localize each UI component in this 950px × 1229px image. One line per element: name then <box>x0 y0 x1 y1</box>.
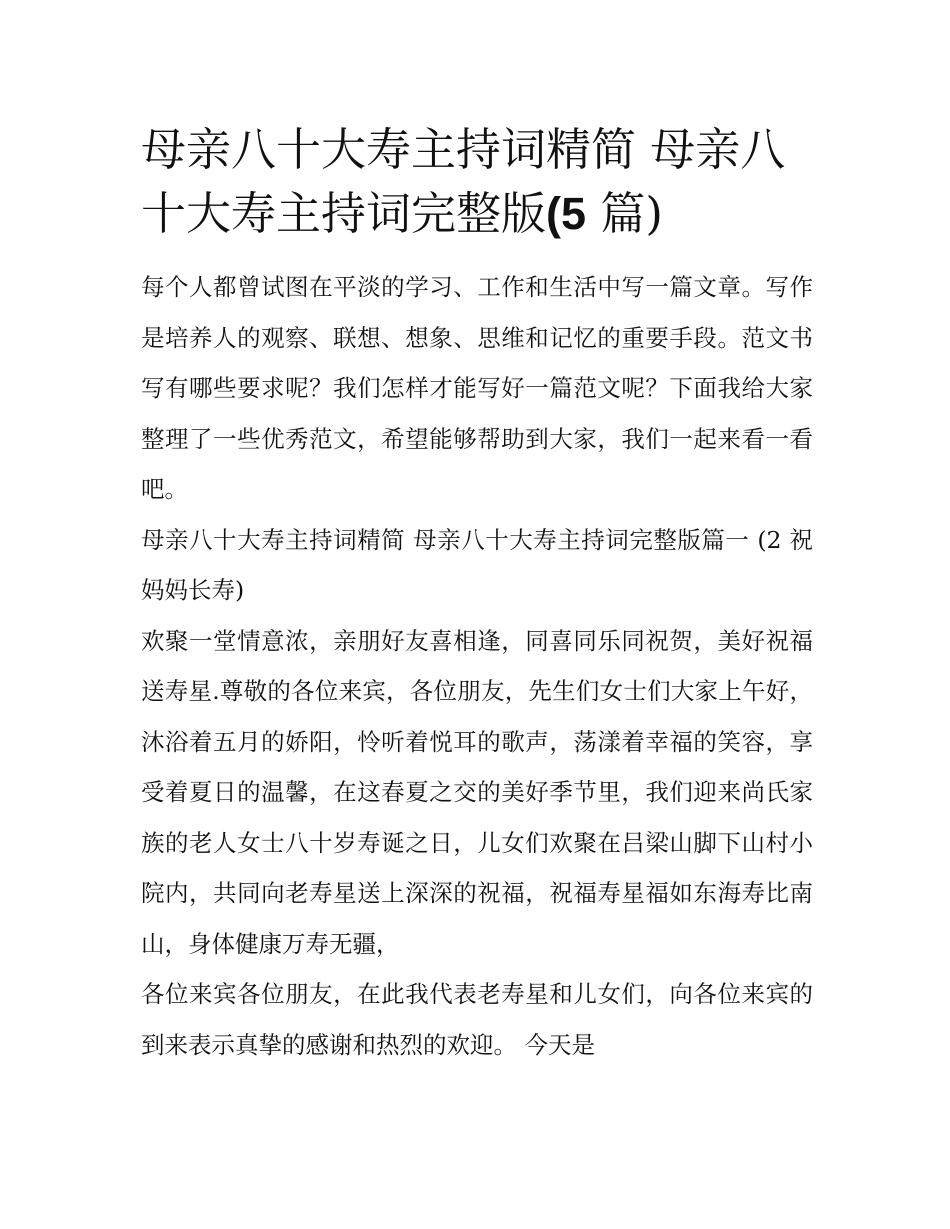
intro-paragraph: 每个人都曾试图在平淡的学习、工作和生活中写一篇文章。写作是培养人的观察、联想、想象、思维和记忆的重要手段。范文书写有哪些要求呢？我们怎样才能写好一篇范文呢？下面我给大家整理了一些优秀范文，希望能够帮助到大家，我们一起来看一看吧。 <box>141 273 813 503</box>
title-count: (5 <box>546 188 587 239</box>
section-heading: 母亲八十大寿主持词精简 母亲八十大寿主持词完整版篇一 (2 祝妈妈长寿) <box>141 525 813 604</box>
body-paragraph: 欢聚一堂情意浓，亲朋好友喜相逢，同喜同乐同祝贺，美好祝福送寿星.尊敬的各位来宾，各位朋友，先生们女士们大家上午好，沐浴着五月的娇阳，怜听着悦耳的歌声，荡漾着幸福的笑容，享受着夏日的温馨，在这春夏之交的美好季节里，我们迎来尚氏家族的老人女士八十岁寿诞之日，儿女们欢聚在吕梁山脚下山村小院内，共同向老寿星送上深深的祝福，祝福寿星福如东海寿比南山，身体健康万寿无疆， <box>141 626 813 958</box>
document-content <box>141 118 813 1070</box>
title-text: 母亲八十大寿主持词精简 母亲八十大寿主持词完整版 <box>141 123 786 240</box>
title-suffix: 篇) <box>586 187 663 240</box>
document-title <box>141 118 813 246</box>
body-paragraph: 各位来宾各位朋友，在此我代表老寿星和儿女们，向各位来宾的到来表示真挚的感谢和热烈的欢迎。 今天是 <box>141 980 813 1059</box>
